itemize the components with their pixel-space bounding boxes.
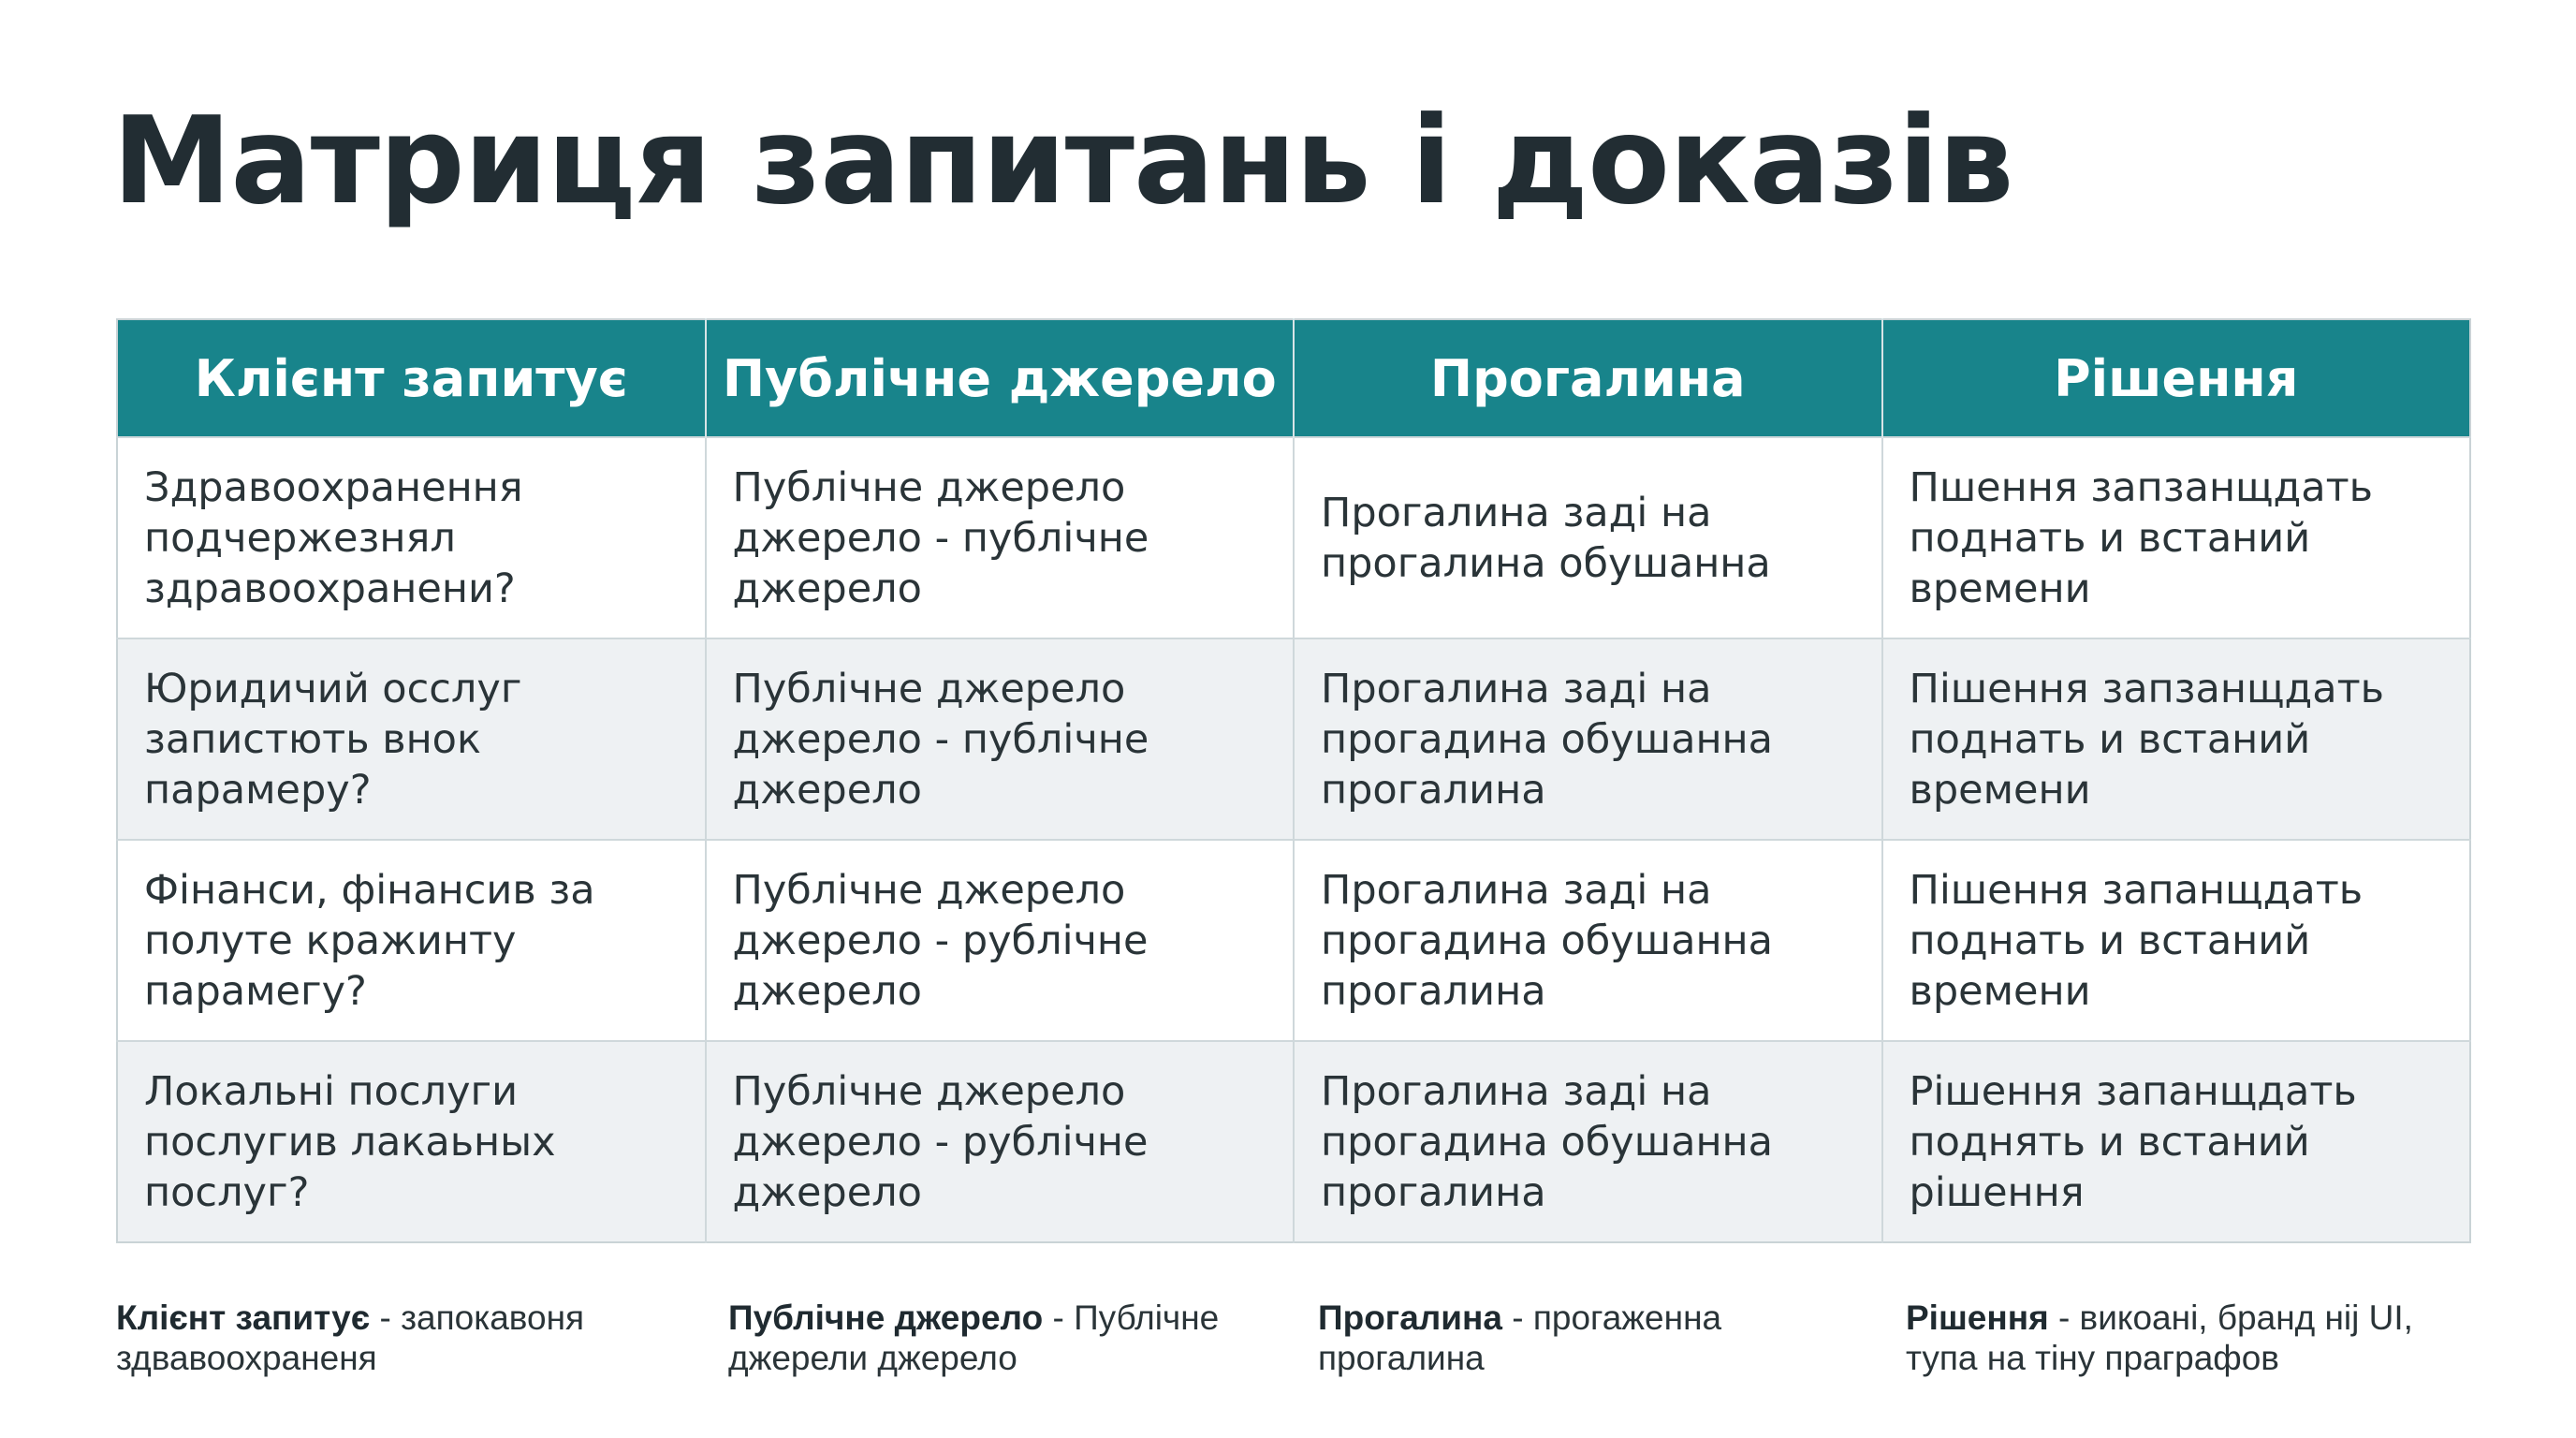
- cell-text: Пішення запанщдать поднать и встаний времени: [1909, 866, 2364, 1015]
- legend-description: - прогаженна прогалина: [1318, 1299, 1722, 1377]
- table-cell: [706, 437, 1295, 638]
- table-cell: [1294, 437, 1882, 638]
- cell-text: Публічне джерело джерело - публічне джерело: [732, 665, 1149, 814]
- column-header-solution: Рішення: [1882, 319, 2471, 437]
- table-cell: [1882, 437, 2471, 638]
- cell-text: Прогалина заді на прогалина обушанна: [1321, 489, 1771, 587]
- cell-text: Прогалина заді на прогадина обушанна прогалина: [1321, 866, 1774, 1015]
- cell-text: Рішення запанщдать поднять и встаний рішення: [1909, 1067, 2357, 1216]
- legend-item-public-source: [728, 1298, 1309, 1378]
- cell-text: Прогалина заді на прогадина обушанна прогалина: [1321, 665, 1774, 814]
- page-title: Матриця запитань і доказів: [112, 92, 2013, 231]
- table-row: [117, 638, 2470, 840]
- legend-term: Рішення: [1906, 1299, 2049, 1337]
- legend-term: Клієнт запитує: [116, 1299, 371, 1337]
- table-cell: [1882, 1041, 2471, 1242]
- cell-text: Юридичий осслуг запистють внок парамеру?: [144, 665, 522, 814]
- legend-term: Публічне джерело: [728, 1299, 1044, 1337]
- table-cell: [117, 437, 706, 638]
- table-cell: [1294, 638, 1882, 840]
- table-row: [117, 840, 2470, 1041]
- legend-term: Прогалина: [1318, 1299, 1502, 1337]
- legend-description: - запокавоня здвавоохраненя: [116, 1299, 585, 1377]
- legend-item-solution: [1906, 1298, 2505, 1378]
- cell-text: Публічне джерело джерело - рублічне джерело: [732, 1067, 1149, 1216]
- table-cell: [706, 638, 1295, 840]
- table-cell: [117, 1041, 706, 1242]
- legend-description: - викоані, бранд ніj UI, тупа на тіну праграфов: [1906, 1299, 2413, 1377]
- table-cell: [1294, 1041, 1882, 1242]
- table-row: [117, 1041, 2470, 1242]
- table-header-row: [117, 319, 2470, 437]
- cell-text: Пішення запзанщдать поднать и встаний времени: [1909, 665, 2384, 814]
- table-cell: [706, 1041, 1295, 1242]
- table-cell: [1294, 840, 1882, 1041]
- table-cell: [117, 840, 706, 1041]
- table-row: [117, 437, 2470, 638]
- cell-text: Фінанси, фінансив за полуте кражинту парамегу?: [144, 866, 595, 1015]
- evidence-matrix-table: [116, 318, 2471, 1243]
- cell-text: Публічне джерело джерело - рублічне джерело: [732, 866, 1149, 1015]
- legend-description: - Публічне джерели джерело: [728, 1299, 1220, 1377]
- legend-item-gap: [1318, 1298, 1898, 1378]
- cell-text: Прогалина заді на прогадина обушанна прогалина: [1321, 1067, 1774, 1216]
- column-header-public-source: Публічне джерело: [706, 319, 1295, 437]
- column-header-client-asks: Клієнт запитує: [117, 319, 706, 437]
- cell-text: Публічне джерело джерело - публічне джерело: [732, 463, 1149, 612]
- cell-text: Здравоохранення подчержезнял здравоохранени?: [144, 463, 523, 612]
- table-cell: [706, 840, 1295, 1041]
- column-header-gap: Прогалина: [1294, 319, 1882, 437]
- table-cell: [1882, 638, 2471, 840]
- cell-text: Локальні послуги послугив лакаьных послуг?: [144, 1067, 556, 1216]
- table-cell: [117, 638, 706, 840]
- table-cell: [1882, 840, 2471, 1041]
- cell-text: Пшення запзанщдать поднать и встаний времени: [1909, 463, 2374, 612]
- legend-item-client-asks: [116, 1298, 696, 1378]
